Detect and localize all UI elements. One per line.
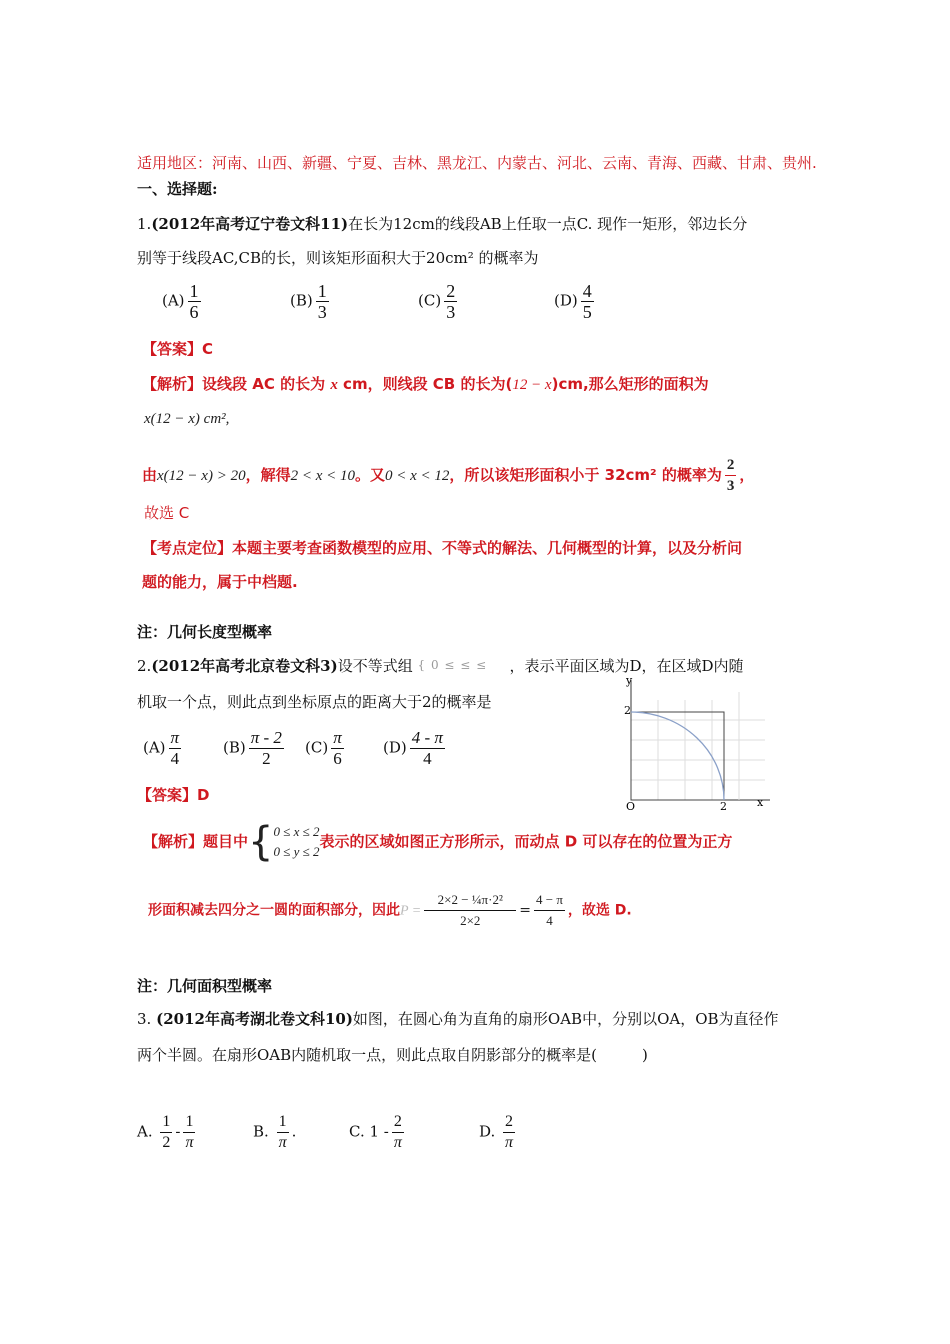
q1-point-line1: 【考点定位】本题主要考查函数模型的应用、不等式的解法、几何概型的计算，以及分析问 — [142, 539, 743, 557]
note-area: 注：几何面积型概率 — [137, 977, 273, 995]
q2-line1: 2.(2012年高考北京卷文科3)设不等式组 { 0 ≤ ≤ ≤ ，表示平面区域为D，在区域D内随 — [137, 657, 744, 675]
q1-source: (2012年高考辽宁卷文科11) — [151, 215, 349, 233]
q2-system-blurred: { 0 ≤ ≤ ≤ — [417, 658, 488, 672]
quarter-circle — [631, 712, 724, 800]
q3-option-a: A. $\frac{1}{2}$ - $\frac{1}{\pi}$ — [137, 1113, 194, 1151]
graph-y-label: y — [626, 674, 633, 687]
q3-line2: 两个半圆。在扇形OAB内随机取一点，则此点取自阴影部分的概率是( ) — [137, 1046, 648, 1064]
q3-option-c: C. 1 - $\frac{2}{\pi}$ — [349, 1113, 402, 1151]
q2-analysis-line2: 形面积减去四分之一圆的面积部分，因此P = $\frac{\text{2×2 − ¼π·2²}}{2\times 2}$ = $\frac{4 - \pi}{4}$ ，故选 D. — [148, 892, 632, 928]
q2-option-b: (B) $\frac{\pi - 2}{2}$ — [223, 728, 282, 768]
q1-line2: 别等于线段AC,CB的长，则该矩形面积大于20cm² 的概率为 — [137, 249, 539, 267]
q1-option-a: (A) $\frac{1}{6}$ — [162, 281, 199, 322]
q3-options — [137, 1112, 518, 1153]
q2-option-d: (D) $\frac{4 - \pi}{4}$ — [383, 728, 443, 768]
square-region — [631, 712, 724, 800]
q1-analysis-line3: 由x(12 − x) > 20，解得2 < x < 10。又0 < x < 12，所以该矩形面积小于 32cm² 的概率为 $\frac{2}{3}$ ， — [142, 457, 755, 494]
q1-number: 1. — [137, 215, 152, 233]
q2-line2: 机取一个点，则此点到坐标原点的距离大于2的概率是 — [137, 693, 492, 711]
q1-option-b: (B) $\frac{1}{3}$ — [290, 281, 327, 322]
section-title: 一、选择题: — [137, 180, 218, 198]
q2-analysis-line1: 【解析】题目中{ 0 ≤ x ≤ 2 0 ≤ y ≤ 2 表示的区域如图正方形所示，而动点 D 可以存在的位置为正方 — [143, 819, 733, 865]
q2-graph — [610, 672, 780, 812]
q1-text1: 在长为12cm的线段AB上任取一点C. 现作一矩形，邻边长分 — [348, 215, 748, 233]
q1-option-c: (C) $\frac{2}{3}$ — [418, 281, 456, 322]
q1-options — [162, 281, 597, 322]
q3-line1: 3. (2012年高考湖北卷文科10)如图，在圆心角为直角的扇形OAB中，分别以OA，OB为直径作 — [137, 1010, 779, 1028]
q1-analysis-line1: 【解析】设线段 AC 的长为 x cm，则线段 CB 的长为(12 − x)cm,那么矩形的面积为 — [142, 375, 709, 393]
regions-header: 适用地区：河南、山西、新疆、宁夏、吉林、黑龙江、内蒙古、河北、云南、青海、西藏、甘肃、贵州. — [137, 154, 817, 172]
graph-origin: O — [626, 800, 636, 812]
note-length: 注：几何长度型概率 — [137, 623, 273, 641]
graph-tick-y: 2 — [624, 704, 631, 717]
q3-option-d: D. $\frac{2}{\pi}$ — [479, 1113, 514, 1151]
q1-line1 — [137, 213, 747, 234]
q3-option-b: B. $\frac{1}{\pi}$ . — [253, 1113, 297, 1151]
graph-tick-x: 2 — [720, 800, 727, 812]
q1-point-line2: 题的能力，属于中档题. — [142, 573, 298, 591]
q1-analysis-line2: x(12 − x) cm², — [144, 411, 230, 427]
q2-options — [143, 728, 448, 769]
q2-option-c: (C) $\frac{\pi}{6}$ — [305, 728, 342, 768]
q1-answer: 【答案】C — [142, 340, 214, 358]
q2-option-a: (A) $\frac{\pi}{4}$ — [143, 728, 180, 768]
q2-answer: 【答案】D — [137, 786, 210, 804]
q1-analysis-line4: 故选 C — [144, 504, 190, 522]
graph-x-label: x — [757, 796, 764, 809]
q1-option-d: (D) $\frac{4}{5}$ — [554, 281, 592, 322]
